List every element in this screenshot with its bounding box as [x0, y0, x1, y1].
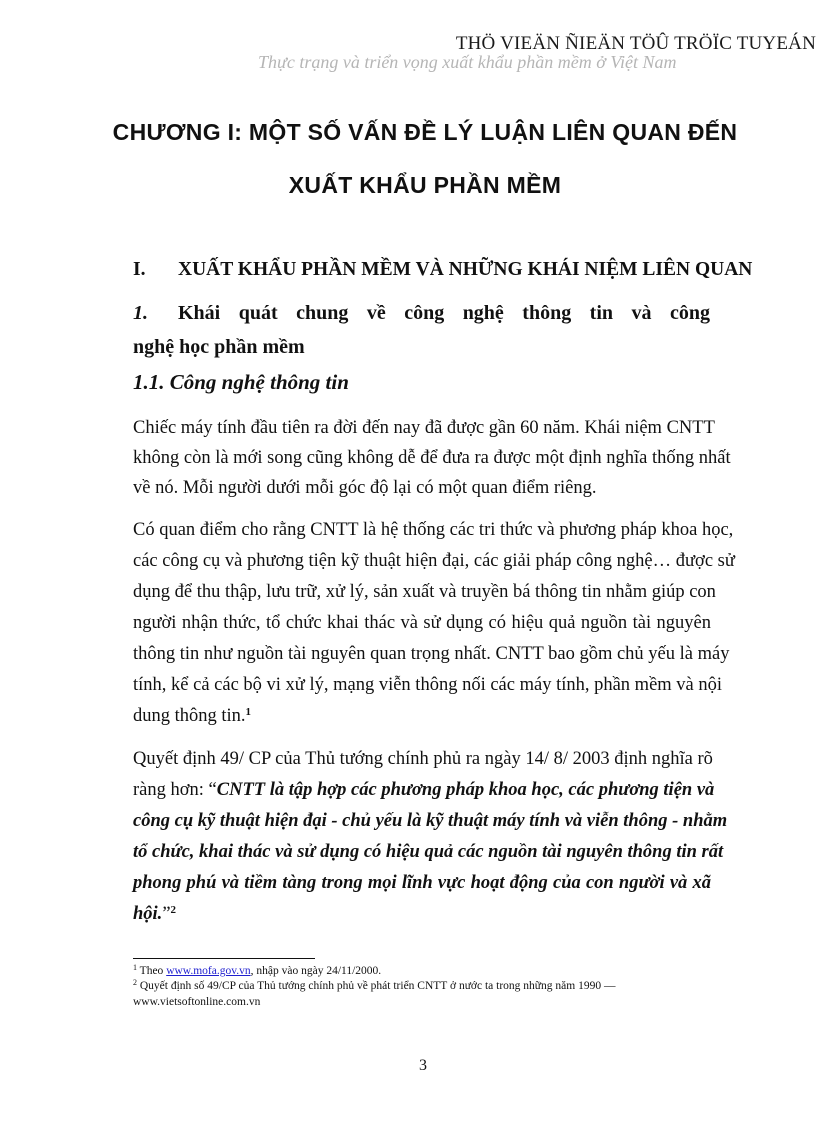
paragraph-2-line: các công cụ và phương tiện kỹ thuật hiện đại, các giải pháp công nghệ… được sử: [133, 551, 735, 571]
heading-1-title-line-2: nghệ học phần mềm: [133, 336, 305, 358]
watermark-text: THÖ VIEÄN ÑIEÄN TÖÛ TRÖÏC TUYEÁN: [455, 33, 816, 54]
paragraph-1-line: Chiếc máy tính đầu tiên ra đời đến nay đã được gần 60 năm. Khái niệm CNTT: [133, 418, 715, 438]
quote-bold: CNTT là tập hợp các phương pháp khoa học, các phương tiện và: [216, 780, 715, 800]
chapter-title-line-1: CHƯƠNG I: MỘT SỐ VẤN ĐỀ LÝ LUẬN LIÊN QUAN ĐẾN: [112, 119, 738, 145]
quote-bold-end: hội.: [133, 904, 163, 924]
heading-1-1-number: 1.1.: [133, 370, 165, 394]
heading-1-1-title: Công nghệ thông tin: [169, 370, 349, 394]
footnote-2-url: www.vietsoftonline.com.vn: [133, 996, 261, 1008]
paragraph-2-line: dung thông tin.: [133, 706, 246, 726]
running-header: Thực trạng và triển vọng xuất khẩu phần mềm ở Việt Nam: [258, 52, 677, 72]
footnote-ref-2[interactable]: 2: [170, 904, 177, 916]
footnote-2-text: Quyết định số 49/CP của Thủ tướng chính phủ về phát triển CNTT ở nước ta trong những năm 1990 —: [139, 980, 616, 992]
paragraph-1-line: không còn là mới song cũng không dễ để đưa ra được một định nghĩa thống nhất: [133, 448, 731, 468]
heading-1-line-1: [133, 297, 710, 329]
paragraph-3-line-2: [133, 775, 715, 805]
section-number: I.: [133, 259, 146, 280]
section-heading-i: [133, 259, 752, 281]
paragraph-3-plain: ràng hơn: “: [133, 780, 217, 800]
paragraph-2-line: Có quan điểm cho rằng CNTT là hệ thống các tri thức và phương pháp khoa học,: [133, 520, 734, 540]
paragraph-1-line: về nó. Mỗi người dưới mỗi góc độ lại có một quan điểm riêng.: [133, 478, 597, 498]
footnote-ref-1[interactable]: 1: [245, 706, 252, 718]
heading-1-number: 1.: [133, 302, 148, 324]
heading-1-title-line-1: Khái quát chung về công nghệ thông tin và công: [178, 302, 710, 324]
footnote-2: [133, 979, 733, 994]
paragraph-2-line: thông tin như nguồn tài nguyên quan trọng nhất. CNTT bao gồm chủ yếu là máy: [133, 644, 730, 664]
paragraph-3-line: Quyết định 49/ CP của Thủ tướng chính phủ ra ngày 14/ 8/ 2003 định nghĩa rõ: [133, 749, 713, 769]
paragraph-2-line: người nhận thức, tổ chức khai thác và sử dụng có hiệu quả nguồn tài nguyên: [133, 613, 711, 633]
heading-1-1: [133, 370, 349, 395]
paragraph-2-last-line: [133, 701, 711, 731]
footnote-1-prefix: Theo: [139, 965, 167, 977]
footnote-1-link[interactable]: www.mofa.gov.vn: [166, 965, 251, 977]
footnote-2-number: 2: [133, 978, 137, 987]
chapter-title-line-2: XUẤT KHẨU PHẦN MỀM: [288, 172, 562, 198]
quote-bold-line: phong phú và tiềm tàng trong mọi lĩnh vực hoạt động của con người và xã: [133, 873, 711, 893]
paragraph-2-line: tính, kể cả các bộ vi xử lý, mạng viễn thông nối các máy tính, phần mềm và nội: [133, 675, 723, 695]
footnote-separator: [133, 958, 315, 959]
footnote-1: [133, 964, 733, 979]
quote-close: ”: [162, 904, 171, 924]
paragraph-2-line: dụng để thu thập, lưu trữ, xử lý, sản xuất và truyền bá thông tin nhằm giúp con: [133, 582, 716, 602]
paragraph-3-last-line: [133, 899, 711, 929]
quote-bold-line: công cụ kỹ thuật hiện đại - chủ yếu là kỹ thuật máy tính và viễn thông - nhằm: [133, 811, 728, 831]
section-title: XUẤT KHẨU PHẦN MỀM VÀ NHỮNG KHÁI NIỆM LIÊN QUAN: [178, 259, 753, 280]
quote-bold-line: tổ chức, khai thác và sử dụng có hiệu quả các nguồn tài nguyên thông tin rất: [133, 842, 724, 862]
footnote-1-suffix: , nhập vào ngày 24/11/2000.: [250, 965, 382, 977]
footnote-1-number: 1: [133, 963, 137, 972]
page-number: 3: [419, 1057, 427, 1074]
